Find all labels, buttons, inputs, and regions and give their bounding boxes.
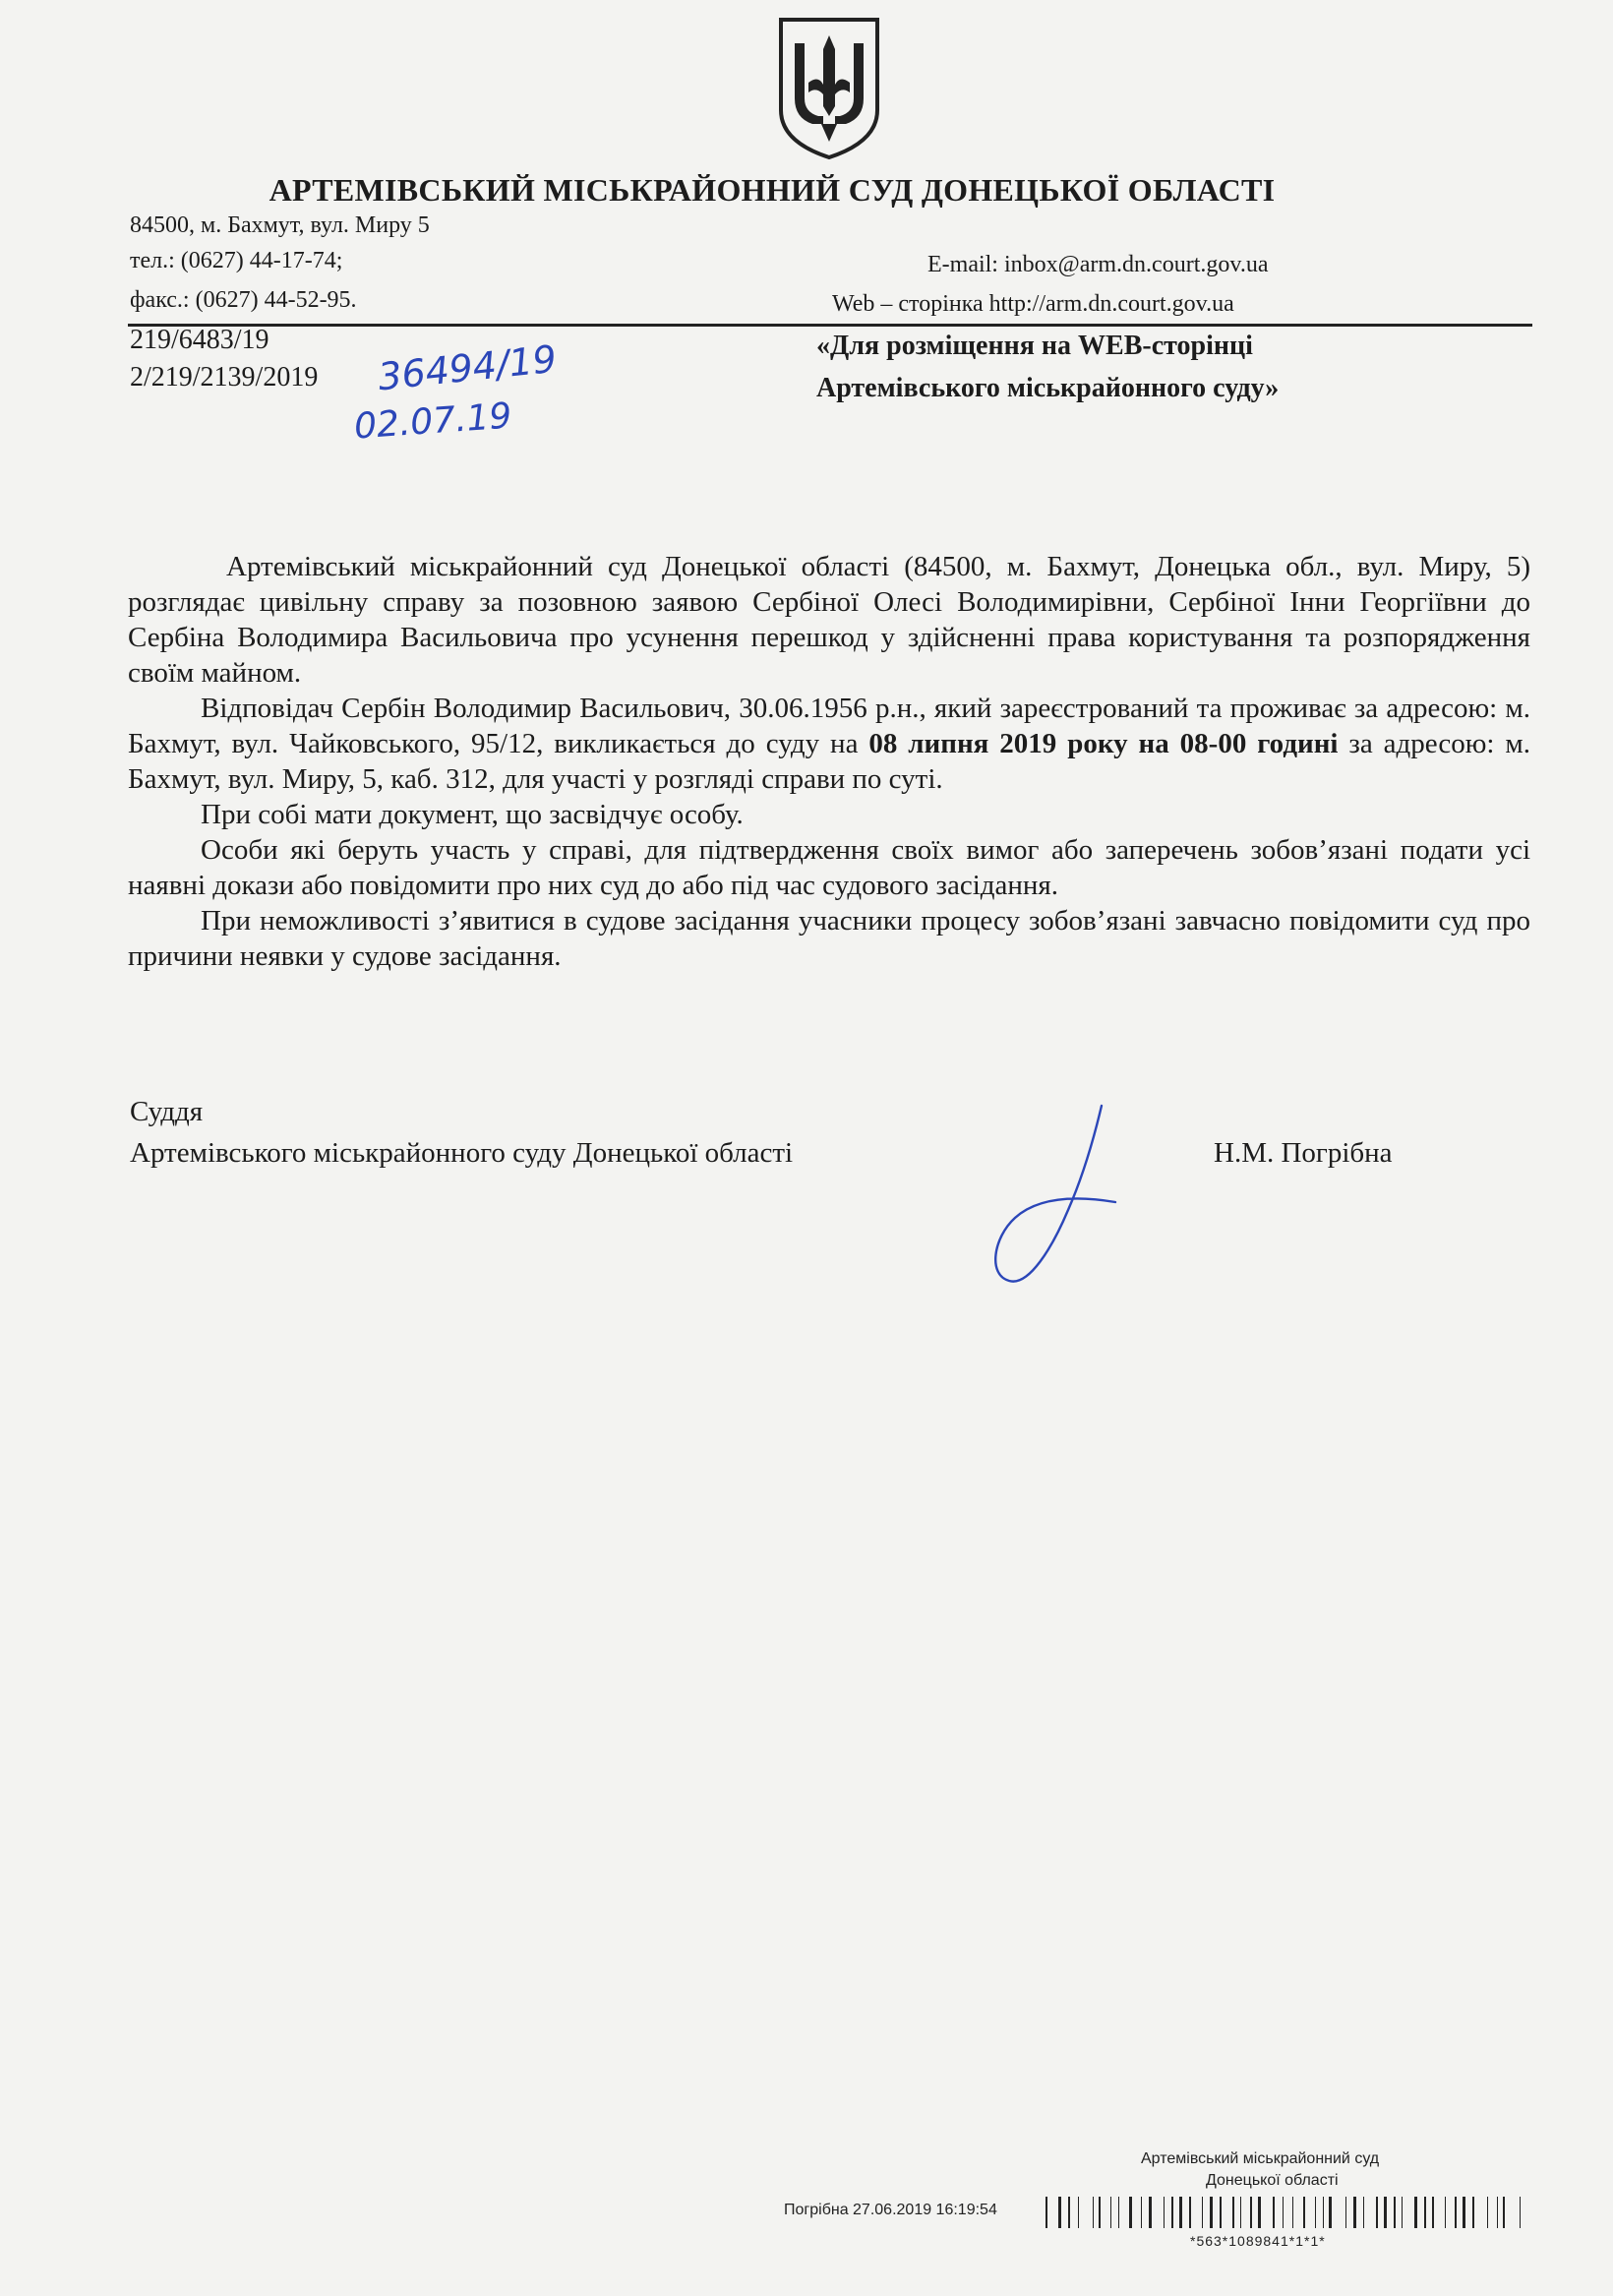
barcode-bar <box>1497 2197 1498 2228</box>
barcode-bar <box>1110 2197 1111 2228</box>
stamp-signer-datetime: Погрібна 27.06.2019 16:19:54 <box>784 2202 997 2218</box>
barcode-bar <box>1210 2197 1213 2228</box>
barcode-bar <box>1432 2197 1434 2228</box>
barcode-bar <box>1363 2197 1364 2228</box>
summons-text-start: Відповідач Сербін Володимир Васильович, 30.06.1956 р.н., який зареєстрований та проживає за адресою: м. Бахмут, вул. Чайковського, 95/12, викликається до суду на <box>128 693 1530 759</box>
court-website: Web – сторінка http://arm.dn.court.gov.ua <box>832 291 1234 317</box>
barcode-bar <box>1292 2197 1293 2228</box>
stamp-court-line1: Артемівський міськрайонний суд <box>1141 2150 1380 2167</box>
handwritten-signature <box>974 1100 1131 1297</box>
barcode-bar <box>1303 2197 1305 2228</box>
barcode-bar <box>1520 2197 1521 2228</box>
barcode-bar <box>1323 2197 1324 2228</box>
barcode-bar <box>1099 2197 1101 2228</box>
barcode-bar <box>1179 2197 1182 2228</box>
barcode-bar <box>1445 2197 1446 2228</box>
barcode-bar <box>1329 2197 1332 2228</box>
barcode-bar <box>1273 2197 1275 2228</box>
judge-name: Н.М. Погрібна <box>1214 1137 1393 1169</box>
paragraph-evidence: Особи які беруть участь у справі, для підтвердження своїх вимог або заперечень зобов’язані подати усі наявні докази або повідомити про них суд до або під час судового засідання. <box>128 834 1530 901</box>
paragraph-identity-document: При собі мати документ, що засвідчує особу. <box>201 799 744 830</box>
court-title: АРТЕМІВСЬКИЙ МІСЬКРАЙОННИЙ СУД ДОНЕЦЬКОЇ ОБЛАСТІ <box>269 172 1276 208</box>
barcode-bar <box>1424 2197 1426 2228</box>
barcode-bar <box>1141 2197 1142 2228</box>
barcode-bar <box>1058 2197 1061 2228</box>
proceeding-number: 2/219/2139/2019 <box>130 362 319 393</box>
barcode-bar <box>1129 2197 1132 2228</box>
barcode-bar <box>1149 2197 1152 2228</box>
barcode-bar <box>1394 2197 1396 2228</box>
barcode-bar <box>1472 2197 1474 2228</box>
barcode-bar <box>1503 2197 1505 2228</box>
handwritten-registration-date: 02.07.19 <box>352 395 513 448</box>
barcode-bar <box>1258 2197 1261 2228</box>
barcode-bar <box>1232 2197 1234 2228</box>
barcode-bar <box>1078 2197 1079 2228</box>
barcode-bar <box>1487 2197 1488 2228</box>
court-address: 84500, м. Бахмут, вул. Миру 5 <box>130 212 430 238</box>
barcode-bar <box>1414 2197 1417 2228</box>
hearing-datetime: 08 липня 2019 року на 08-00 годині <box>868 728 1339 759</box>
case-number: 219/6483/19 <box>130 325 269 355</box>
barcode-bar <box>1220 2197 1222 2228</box>
barcode-text: *563*1089841*1*1* <box>1190 2233 1326 2249</box>
judge-court: Артемівського міськрайонного суду Донецької області <box>130 1137 794 1169</box>
barcode-bar <box>1283 2197 1284 2228</box>
barcode-bar <box>1189 2197 1191 2228</box>
summons-body <box>128 549 1530 974</box>
barcode-bar <box>1345 2197 1346 2228</box>
barcode-bar <box>1171 2197 1173 2228</box>
paragraph-defendant-summons <box>128 691 1530 797</box>
judge-title: Суддя <box>130 1096 204 1127</box>
barcode-bar <box>1315 2197 1316 2228</box>
handwritten-registration-number: 36494/19 <box>376 336 559 399</box>
barcode-bar <box>1068 2197 1070 2228</box>
barcode-bar <box>1118 2197 1119 2228</box>
court-fax: факс.: (0627) 44-52-95. <box>130 287 357 313</box>
stamp-court-line2: Донецької області <box>1206 2172 1339 2189</box>
court-phone: тел.: (0627) 44-17-74; <box>130 248 343 273</box>
barcode-bar <box>1202 2197 1203 2228</box>
barcode-bar <box>1093 2197 1094 2228</box>
barcode-bar <box>1250 2197 1252 2228</box>
barcode-bar <box>1402 2197 1403 2228</box>
barcode-bar <box>1164 2197 1165 2228</box>
coat-of-arms-emblem <box>773 14 885 161</box>
summons-text-end: за адресою: м. Бахмут, вул. Миру, 5, каб. 312, для участі у розгляді справи по суті. <box>128 728 1530 795</box>
barcode-bar <box>1240 2197 1241 2228</box>
court-email: E-mail: inbox@arm.dn.court.gov.ua <box>927 252 1269 277</box>
publication-note <box>816 325 1279 409</box>
barcode-bar <box>1455 2197 1457 2228</box>
publication-note-line1: «Для розміщення на WEB-сторінці <box>816 331 1253 361</box>
document-barcode <box>1045 2197 1524 2228</box>
paragraph-absence-notice: При неможливості з’явитися в судове засідання учасники процесу зобов’язані завчасно повідомити суд про причини неявки у судове засідання. <box>128 905 1530 972</box>
barcode-bar <box>1384 2197 1387 2228</box>
barcode-bar <box>1045 2197 1047 2228</box>
barcode-bar <box>1463 2197 1465 2228</box>
barcode-bar <box>1376 2197 1378 2228</box>
publication-note-line2: Артемівського міськрайонного суду» <box>816 373 1280 403</box>
barcode-bar <box>1353 2197 1356 2228</box>
paragraph-case-description: Артемівський міськрайонний суд Донецької області (84500, м. Бахмут, Донецька обл., вул. Миру, 5) розглядає цивільну справу за позовною заявою Сербіної Олесі Володимирівни, Сербіної Інни Георгіївни до Сербіна Володимира Васильовича про усунення перешкод у здійсненні права користування та розпорядження своїм майном. <box>128 551 1530 689</box>
